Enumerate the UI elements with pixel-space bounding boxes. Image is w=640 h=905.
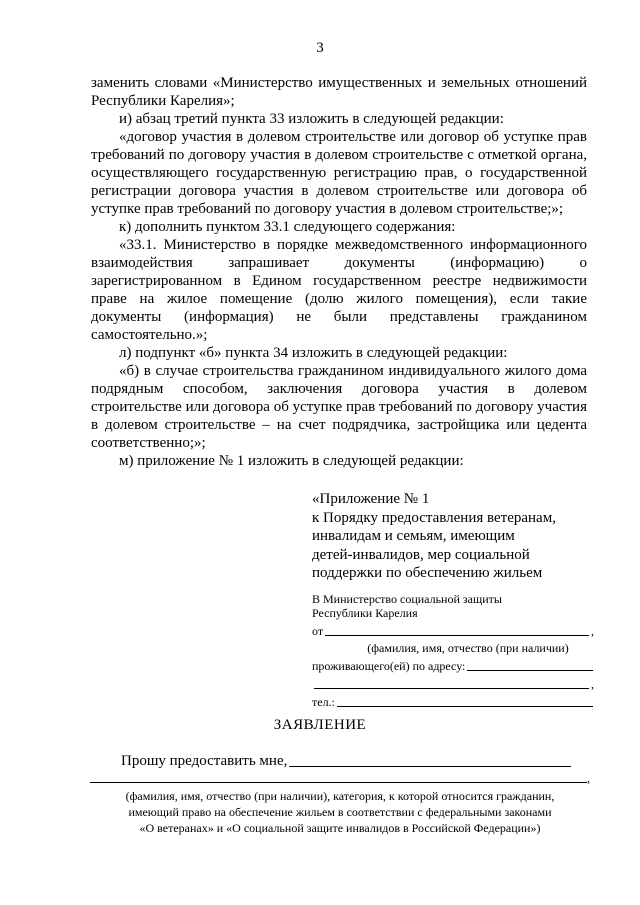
addressee-block	[312, 592, 594, 709]
statement-title: ЗАЯВЛЕНИЕ	[273, 717, 367, 733]
from-label: от	[312, 624, 324, 638]
paragraph: к) дополнить пунктом 33.1 следующего содержания:	[119, 219, 456, 235]
body-text	[91, 74, 587, 470]
comma: ,	[591, 677, 594, 691]
comma: ,	[591, 624, 594, 638]
from-field[interactable]	[325, 624, 589, 636]
paragraph: «б) в случае строительства гражданином индивидуального жилого дома подрядным способом, заключения договора участия в долевом строительстве или договора об уступке прав требований по договору участия в долевом строительстве – на счет подрядчика, застройщика или цедента соответственно;»;	[91, 363, 587, 451]
appendix-line: инвалидам и семьям, имеющим	[312, 528, 515, 544]
comma: ,	[587, 771, 590, 785]
appendix-line: «Приложение № 1	[312, 491, 430, 507]
address-row	[312, 659, 594, 673]
address-field-2[interactable]	[314, 677, 589, 689]
address-row-2	[312, 677, 594, 691]
request-field-2[interactable]	[90, 768, 587, 783]
appendix-line: поддержки по обеспечению жильем	[312, 565, 543, 581]
request-hint-line: имеющий право на обеспечение жильем в соответствии с федеральными законами	[128, 805, 552, 819]
request-text: Прошу предоставить мне,	[121, 753, 288, 769]
addressee-line: Республики Карелия	[312, 606, 418, 620]
paragraph: м) приложение № 1 изложить в следующей редакции:	[119, 453, 464, 469]
phone-label: тел.:	[312, 695, 335, 709]
appendix-line: к Порядку предоставления ветеранам,	[312, 509, 556, 526]
address-label: проживающего(ей) по адресу:	[312, 659, 466, 673]
phone-field[interactable]	[337, 695, 593, 707]
request-hint	[90, 788, 590, 836]
paragraph: «договор участия в долевом строительстве или договор об уступке прав требований по договору участия в долевом строительстве с отметкой органа, осуществляющего государственную регистрацию прав, о государственной регистрации договора участия в долевом строительстве или договора об уступке прав требований по договору участия в долевом строительстве;»;	[91, 129, 587, 217]
paragraph: заменить словами «Министерство имущественных и земельных отношений Республики Карелия»;	[91, 75, 587, 109]
from-row	[312, 624, 594, 638]
name-hint: (фамилия, имя, отчество (при наличии)	[367, 641, 569, 655]
addressee-line: В Министерство социальной защиты	[312, 592, 502, 606]
appendix-line: детей-инвалидов, мер социальной	[312, 546, 530, 563]
page-number: 3	[316, 40, 324, 56]
request-hint-line: «О ветеранах» и «О социальной защите инвалидов в Российской Федерации»)	[139, 821, 541, 835]
request-field[interactable]	[289, 752, 571, 767]
phone-row	[312, 695, 594, 709]
paragraph: и) абзац третий пункта 33 изложить в следующей редакции:	[119, 111, 504, 127]
paragraph: л) подпункт «б» пункта 34 изложить в следующей редакции:	[119, 345, 508, 361]
request-row-2	[90, 768, 590, 786]
request-hint-line: (фамилия, имя, отчество (при наличии), категория, к которой относится гражданин,	[125, 789, 555, 803]
appendix-heading	[312, 490, 602, 583]
paragraph: «33.1. Министерство в порядке межведомственного информационного взаимодействия запрашивает документы (информацию) о зарегистрированном в Едином государственном реестре недвижимости праве на жилое помещение (долю жилого помещения), если такие документы (информация) не были представлены гражданином самостоятельно.»;	[91, 237, 587, 343]
address-field[interactable]	[467, 659, 593, 671]
